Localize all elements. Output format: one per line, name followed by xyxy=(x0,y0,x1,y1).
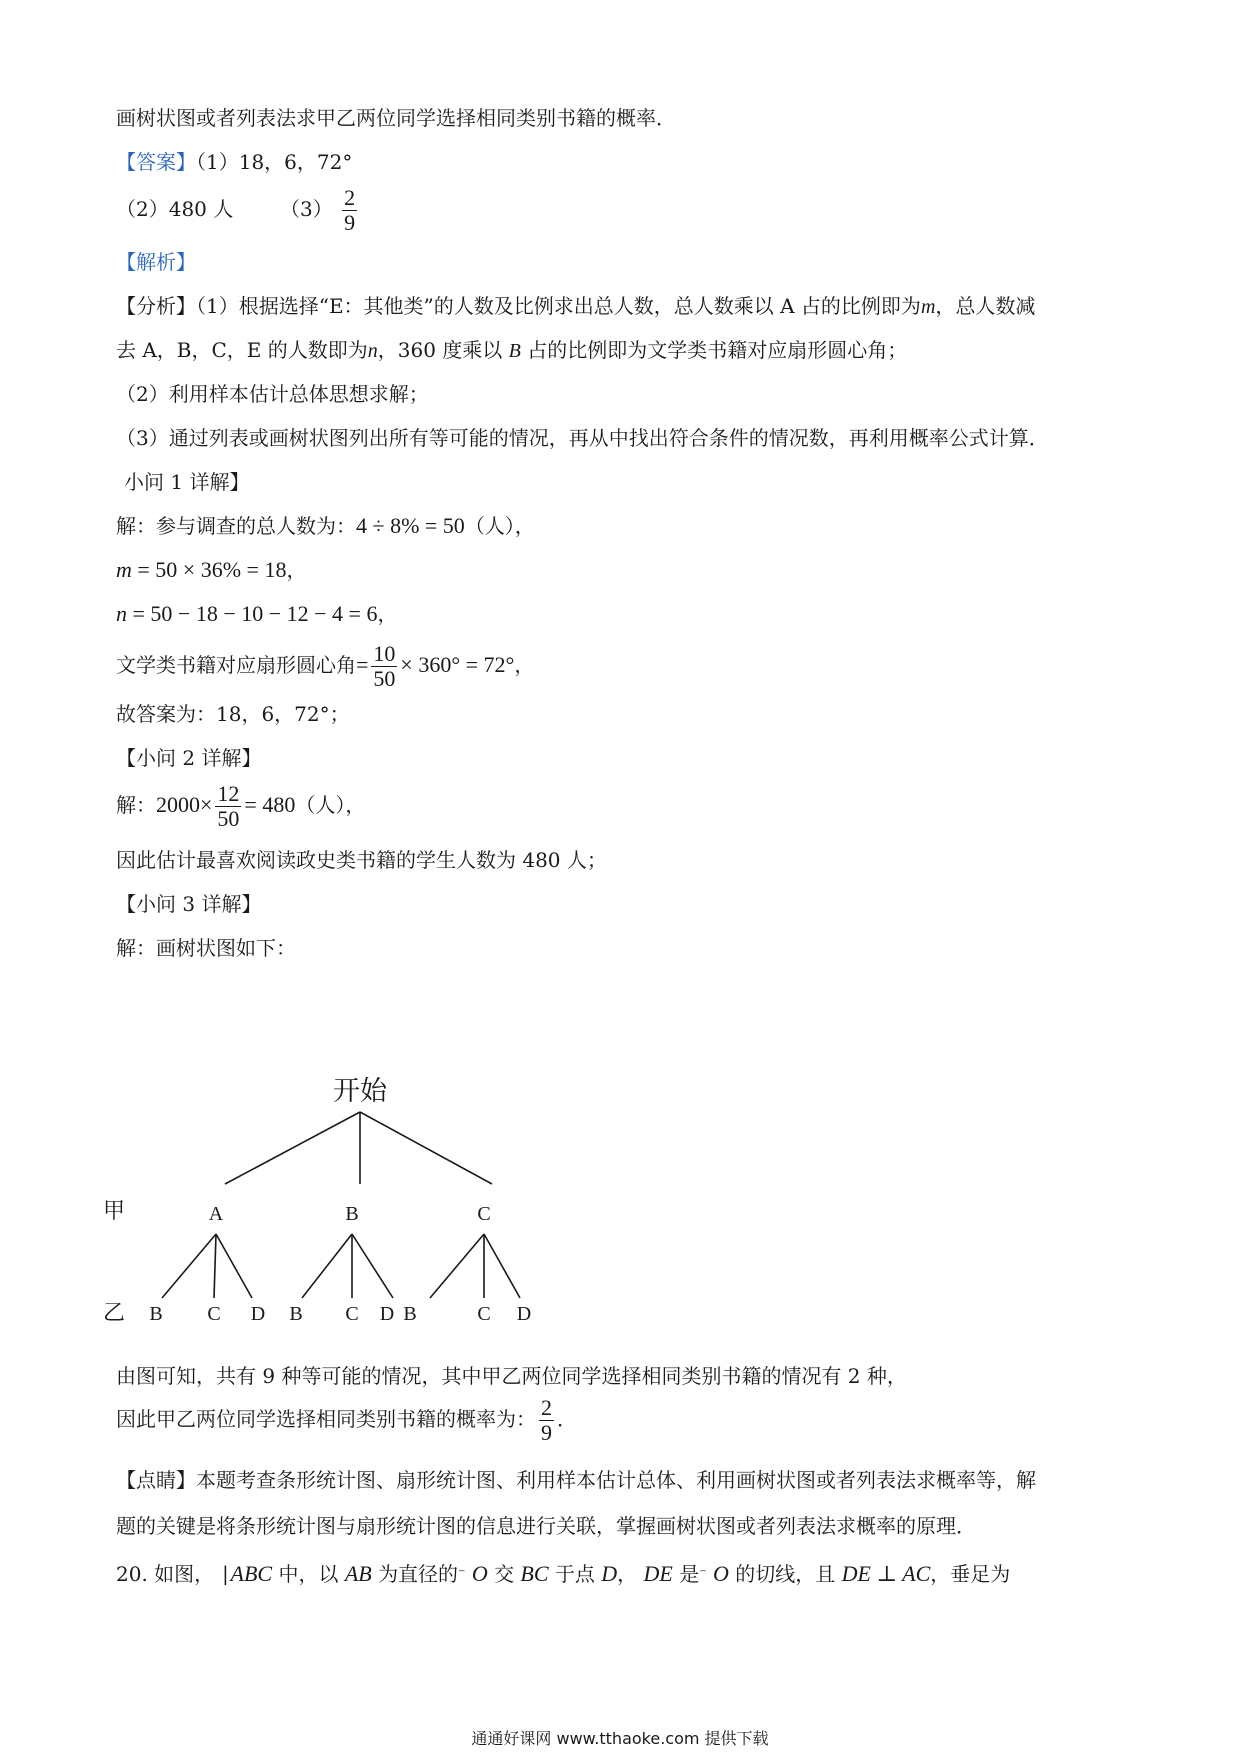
fenxi-line-4: （3）通过列表或画树状图列出所有等可能的情况，再从中找出符合条件的情况数，再利用概率公式计算． xyxy=(116,426,1049,450)
q2-fraction: $\frac{12}{50}$ xyxy=(217,781,240,831)
q2-heading: 【小问 2 详解】 xyxy=(116,746,262,770)
answer-tag: 【答案】 xyxy=(116,150,196,174)
tree-leaf: D xyxy=(250,1303,266,1325)
q3-heading: 【小问 3 详解】 xyxy=(116,892,262,916)
q3-line-1: 解：画树状图如下： xyxy=(116,936,296,960)
tree-leaf: D xyxy=(516,1303,532,1325)
q2-line-2: 因此估计最喜欢阅读政史类书籍的学生人数为 480 人； xyxy=(116,848,607,872)
q1-line-4: 文学类书籍对应扇形圆心角= $\frac{10}{50}$ × 360° = 72°， xyxy=(116,641,535,691)
q1-line-2: m = 50 × 36% = 18， xyxy=(116,557,307,582)
circle-symbol: ⁻ xyxy=(458,1566,466,1582)
tree-node-b: B xyxy=(345,1203,359,1225)
answer-part1: （1）18，6，72° xyxy=(196,150,353,174)
tree-row1-label: 甲 xyxy=(102,1198,126,1223)
q1-line-1: 解：参与调查的总人数为：4 ÷ 8% = 50（人）， xyxy=(116,513,535,538)
tree-leaf: C xyxy=(477,1303,491,1325)
answer-part3-label: （3） xyxy=(279,197,333,221)
tree-leaf: C xyxy=(345,1303,359,1325)
tree-leaf: B xyxy=(149,1303,163,1325)
circle-symbol: ⁻ xyxy=(699,1566,707,1582)
tree-root: 开始 xyxy=(333,1076,387,1106)
fenxi-tag: 【分析】 xyxy=(116,294,196,318)
q3-fraction: $\frac{2}{9}$ xyxy=(541,1395,552,1445)
q2-line-1: 解：2000× $\frac{12}{50}$ = 480（人）， xyxy=(116,781,366,831)
q3-line-3: 因此甲乙两位同学选择相同类别书籍的概率为： $\frac{2}{9}$ ． xyxy=(116,1395,577,1445)
fenxi-line-1: 【分析】（1）根据选择“E：其他类”的人数及比例求出总人数，总人数乘以 A 占的比例即为m，总人数减 xyxy=(116,294,1036,318)
fenxi-line-3: （2）利用样本估计总体思想求解； xyxy=(116,382,429,406)
q1-fraction: $\frac{10}{50}$ xyxy=(373,641,396,691)
tree-node-c: C xyxy=(477,1203,491,1225)
q20-line: 20. 如图， ∣ABC 中，以 AB 为直径的⁻ O 交 BC 于点 D， DE 是⁻ O 的切线，且 DE ⊥ AC，垂足为 xyxy=(116,1561,1011,1586)
footer-watermark: 通通好课网 www.tthaoke.com 提供下载 xyxy=(471,1729,769,1748)
answer-part3-fraction: $\frac{2}{9}$ xyxy=(344,185,356,235)
intro-line: 画树状图或者列表法求甲乙两位同学选择相同类别书籍的概率． xyxy=(116,106,676,130)
tree-leaf: D xyxy=(379,1303,395,1325)
dianjing-line-1: 【点睛】本题考查条形统计图、扇形统计图、利用样本估计总体、利用画树状图或者列表法求概率等，解 xyxy=(116,1468,1036,1492)
tree-leaf: B xyxy=(403,1303,417,1325)
tree-diagram xyxy=(100,1070,560,1330)
q3-line-2: 由图可知，共有 9 种等可能的情况，其中甲乙两位同学选择相同类别书籍的情况有 2 种， xyxy=(116,1364,907,1388)
q1-heading: 小问 1 详解】 xyxy=(124,470,250,494)
answer-line-1 xyxy=(116,148,352,176)
tree-node-a: A xyxy=(208,1203,224,1225)
tree-leaf: B xyxy=(289,1303,303,1325)
q1-line-3: n = 50 − 18 − 10 − 12 − 4 = 6， xyxy=(116,601,398,626)
dianjing-tag: 【点睛】 xyxy=(116,1468,196,1492)
analysis-tag: 【解析】 xyxy=(116,250,196,274)
answer-line-2 xyxy=(116,186,360,235)
fenxi-line-2: 去 A，B，C，E 的人数即为n，360 度乘以 B 占的比例即为文学类书籍对应扇形圆心角； xyxy=(116,338,908,362)
answer-part2: （2）480 人 xyxy=(116,197,234,221)
dianjing-line-2: 题的关键是将条形统计图与扇形统计图的信息进行关联，掌握画树状图或者列表法求概率的原理． xyxy=(116,1514,976,1538)
triangle-symbol: ∣ xyxy=(220,1562,231,1586)
q1-line-5: 故答案为：18，6，72°； xyxy=(116,702,350,726)
tree-row2-label: 乙 xyxy=(102,1300,126,1325)
tree-leaf: C xyxy=(207,1303,221,1325)
